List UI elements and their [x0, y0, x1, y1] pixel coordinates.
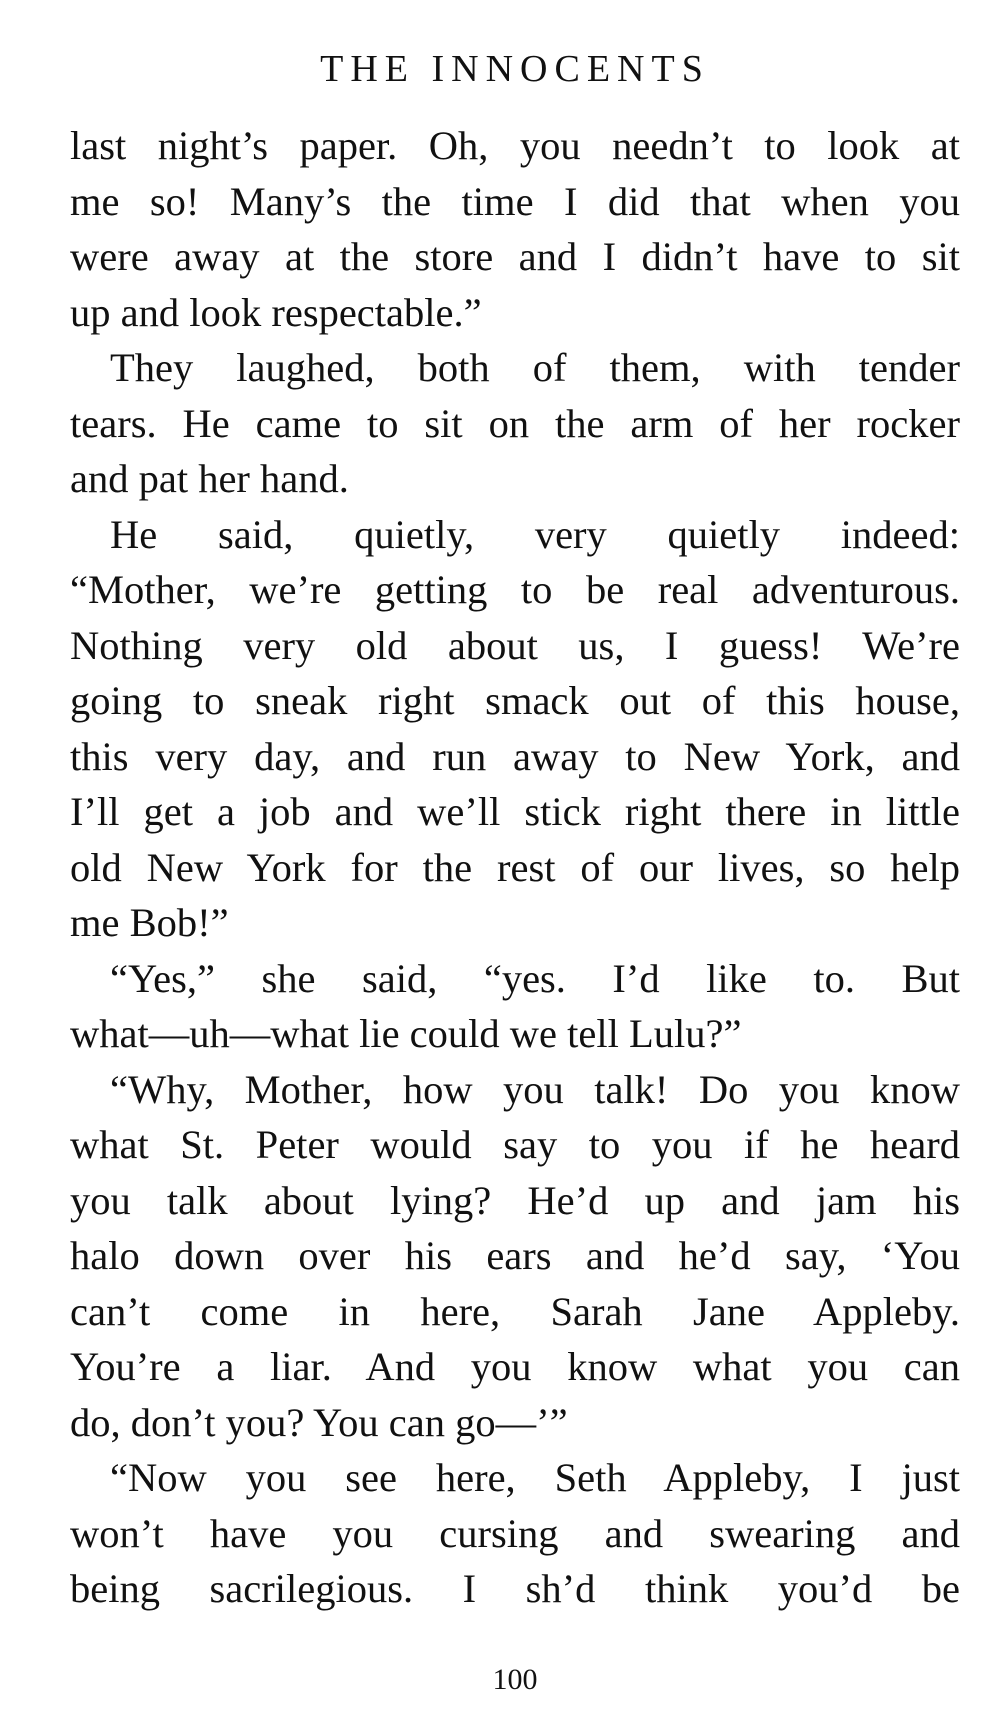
text-line: going to sneak right smack out of this house,: [70, 678, 960, 723]
text-line: “Now you see here, Seth Appleby, I just: [110, 1455, 960, 1500]
text-line: Nothing very old about us, I guess! We’re: [70, 622, 960, 668]
paragraph: [70, 507, 960, 951]
text-line: what St. Peter would say to you if he heard: [70, 1122, 960, 1167]
text-line: me Bob!”: [70, 900, 229, 945]
text-line: what—uh—what lie could we tell Lulu?”: [70, 1011, 742, 1056]
text-line: “Why, Mother, how you talk! Do you know: [110, 1066, 960, 1112]
running-head: THE INNOCENTS: [320, 48, 710, 90]
text-line: me so! Many’s the time I did that when you: [70, 178, 960, 224]
text-line: “Yes,” she said, “yes. I’d like to. But: [110, 955, 960, 1001]
text-line: I’ll get a job and we’ll stick right there in little: [70, 789, 960, 834]
text-line: “Mother, we’re getting to be real adventurous.: [70, 567, 960, 612]
text-line: They laughed, both of them, with tender: [110, 345, 960, 390]
text-line: He said, quietly, very quietly indeed:: [110, 511, 960, 557]
text-line: and pat her hand.: [70, 456, 349, 501]
body-text: [70, 118, 960, 1617]
paragraph: [70, 340, 960, 507]
text-line: won’t have you cursing and swearing and: [70, 1510, 960, 1556]
text-line: can’t come in here, Sarah Jane Appleby.: [70, 1288, 960, 1334]
text-line: this very day, and run away to New York, and: [70, 733, 960, 779]
text-line: tears. He came to sit on the arm of her rocker: [70, 400, 960, 446]
text-line: You’re a liar. And you know what you can: [70, 1344, 960, 1389]
text-line: old New York for the rest of our lives, so help: [70, 844, 960, 890]
text-line: last night’s paper. Oh, you needn’t to look at: [70, 123, 960, 168]
paragraph: [70, 1450, 960, 1617]
text-line: halo down over his ears and he’d say, ‘You: [70, 1233, 960, 1278]
paragraph: [70, 1062, 960, 1451]
paragraph-continued: [70, 118, 960, 340]
text-line: do, don’t you? You can go—’”: [70, 1399, 568, 1445]
paragraph: [70, 951, 960, 1062]
text-line: you talk about lying? He’d up and jam his: [70, 1177, 960, 1223]
page-number: 100: [492, 1663, 538, 1696]
text-line: were away at the store and I didn’t have to sit: [70, 234, 960, 279]
book-page: [70, 0, 960, 1717]
text-line: being sacrilegious. I sh’d think you’d be: [70, 1566, 960, 1611]
text-line: up and look respectable.”: [70, 289, 482, 335]
